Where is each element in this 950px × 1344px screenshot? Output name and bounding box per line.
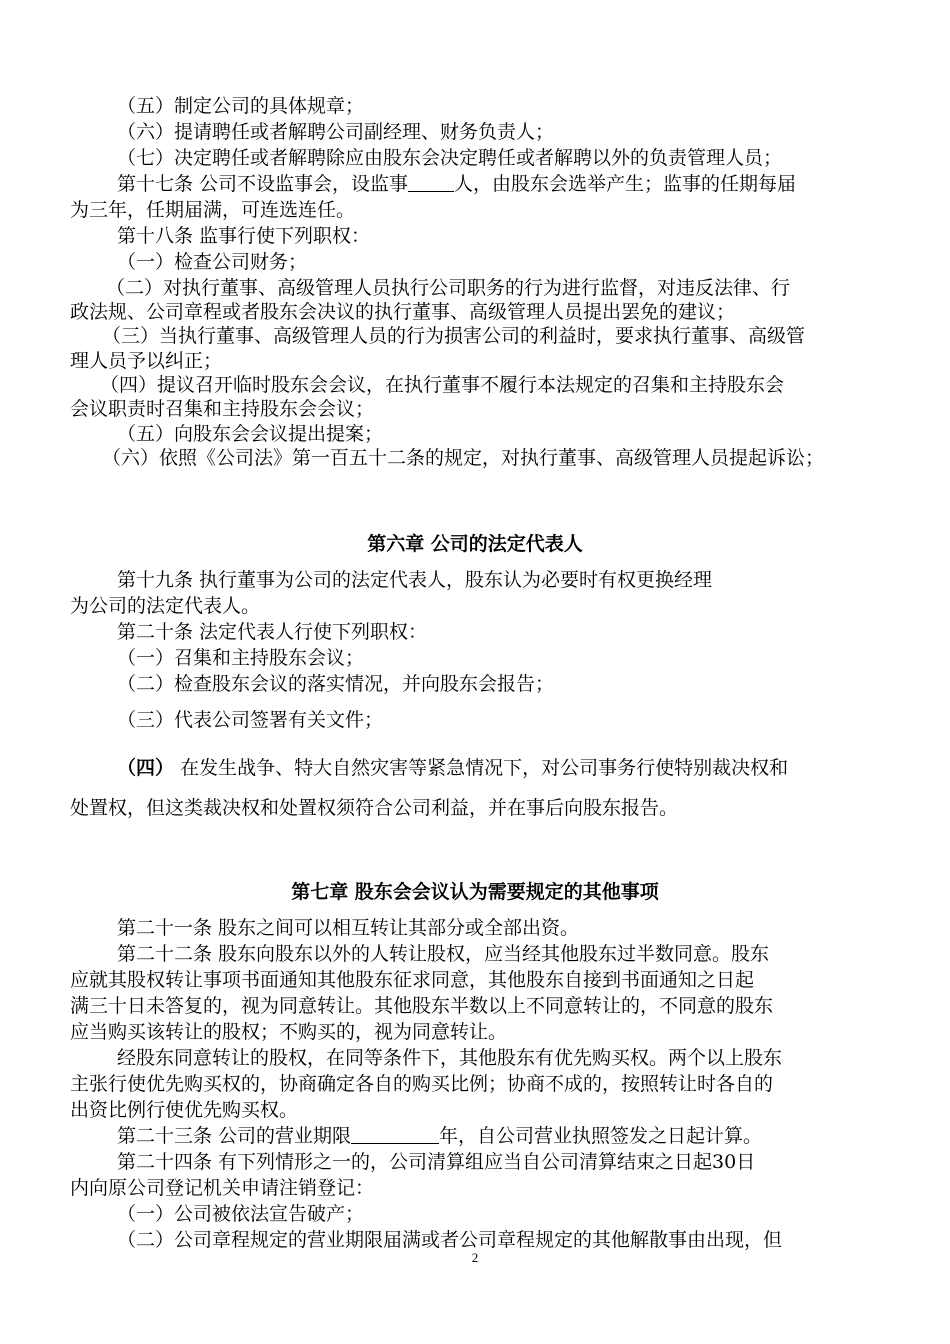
text-line: （三）代表公司签署有关文件； xyxy=(117,709,384,731)
article-18-line: 第十八条 监事行使下列职权： xyxy=(117,225,371,247)
text-line: （一）检查公司财务； xyxy=(117,251,308,273)
text-line: 应就其股权转让事项书面通知其他股东征求同意，其他股东自接到书面通知之日起 xyxy=(70,969,755,991)
article-24-line: 第二十四条 有下列情形之一的，公司清算组应当自公司清算结束之日起30日 xyxy=(117,1151,756,1173)
text-line: 会议职责时召集和主持股东会会议； xyxy=(70,398,375,420)
text-line: （五）制定公司的具体规章； xyxy=(117,95,365,117)
item-number: （四） xyxy=(117,757,175,779)
text-segment: 年，自公司营业执照签发之日起计算。 xyxy=(439,1125,763,1147)
text-line: 经股东同意转让的股权，在同等条件下，其他股东有优先购买权。两个以上股东 xyxy=(117,1047,783,1069)
text-line: 出资比例行使优先购买权。 xyxy=(70,1099,299,1121)
text-line: 政法规、公司章程或者股东会决议的执行董事、高级管理人员提出罢免的建议； xyxy=(70,301,736,323)
text-line: （一）公司被依法宣告破产； xyxy=(117,1203,365,1225)
text-line: 满三十日未答复的，视为同意转让。其他股东半数以上不同意转让的，不同意的股东 xyxy=(70,995,774,1017)
text-segment: 人，由股东会选举产生；监事的任期每届 xyxy=(454,173,797,195)
text-line: 主张行使优先购买权的，协商确定各自的购买比例；协商不成的，按照转让时各自的 xyxy=(70,1073,774,1095)
text-line: （一）召集和主持股东会议； xyxy=(117,647,365,669)
article-19-line: 第十九条 执行董事为公司的法定代表人，股东认为必要时有权更换经理 xyxy=(117,569,713,591)
emergency-power-line xyxy=(117,756,788,780)
article-22-line: 第二十二条 股东向股东以外的人转让股权，应当经其他股东过半数同意。股东 xyxy=(117,943,770,965)
text-line: 为公司的法定代表人。 xyxy=(70,595,261,617)
text-segment: 第十七条 公司不设监事会，设监事 xyxy=(117,173,409,195)
chapter-7-heading: 第七章 股东会会议认为需要规定的其他事项 xyxy=(291,881,659,903)
business-term-blank xyxy=(351,1125,439,1144)
text-line: （二）检查股东会议的落实情况，并向股东会报告； xyxy=(117,673,555,695)
text-segment: 第二十三条 公司的营业期限 xyxy=(117,1125,352,1147)
article-21-line: 第二十一条 股东之间可以相互转让其部分或全部出资。 xyxy=(117,917,580,939)
text-line: （二）公司章程规定的营业期限届满或者公司章程规定的其他解散事由出现，但 xyxy=(117,1229,783,1251)
chapter-6-heading: 第六章 公司的法定代表人 xyxy=(367,533,583,555)
article-20-line: 第二十条 法定代表人行使下列职权： xyxy=(117,621,428,643)
text-line: （六）依照《公司法》第一百五十二条的规定，对执行董事、高级管理人员提起诉讼； xyxy=(102,447,825,469)
text-line: （六）提请聘任或者解聘公司副经理、财务负责人； xyxy=(117,121,555,143)
page-number: 2 xyxy=(471,1250,479,1265)
text-line: （二）对执行董事、高级管理人员执行公司职务的行为进行监督，对违反法律、行 xyxy=(106,277,791,299)
text-line: （五）向股东会会议提出提案； xyxy=(117,423,384,445)
text-line: 内向原公司登记机关申请注销登记： xyxy=(70,1177,375,1199)
text-segment: 在发生战争、特大自然灾害等紧急情况下，对公司事务行使特别裁决权和 xyxy=(180,757,789,779)
text-line: 为三年，任期届满，可连选连任。 xyxy=(70,199,356,221)
text-line: 应当购买该转让的股权；不购买的，视为同意转让。 xyxy=(70,1021,508,1043)
article-17-line xyxy=(117,172,796,196)
article-23-line xyxy=(117,1124,762,1148)
text-line: （四）提议召开临时股东会会议，在执行董事不履行本法规定的召集和主持股东会 xyxy=(100,374,785,396)
text-line: 理人员予以纠正； xyxy=(70,350,223,372)
supervisor-count-blank xyxy=(408,173,454,192)
text-line: （三）当执行董事、高级管理人员的行为损害公司的利益时，要求执行董事、高级管 xyxy=(102,325,806,347)
text-line: （七）决定聘任或者解聘除应由股东会决定聘任或者解聘以外的负责管理人员； xyxy=(117,147,783,169)
text-line: 处置权，但这类裁决权和处置权须符合公司利益，并在事后向股东报告。 xyxy=(70,797,679,819)
